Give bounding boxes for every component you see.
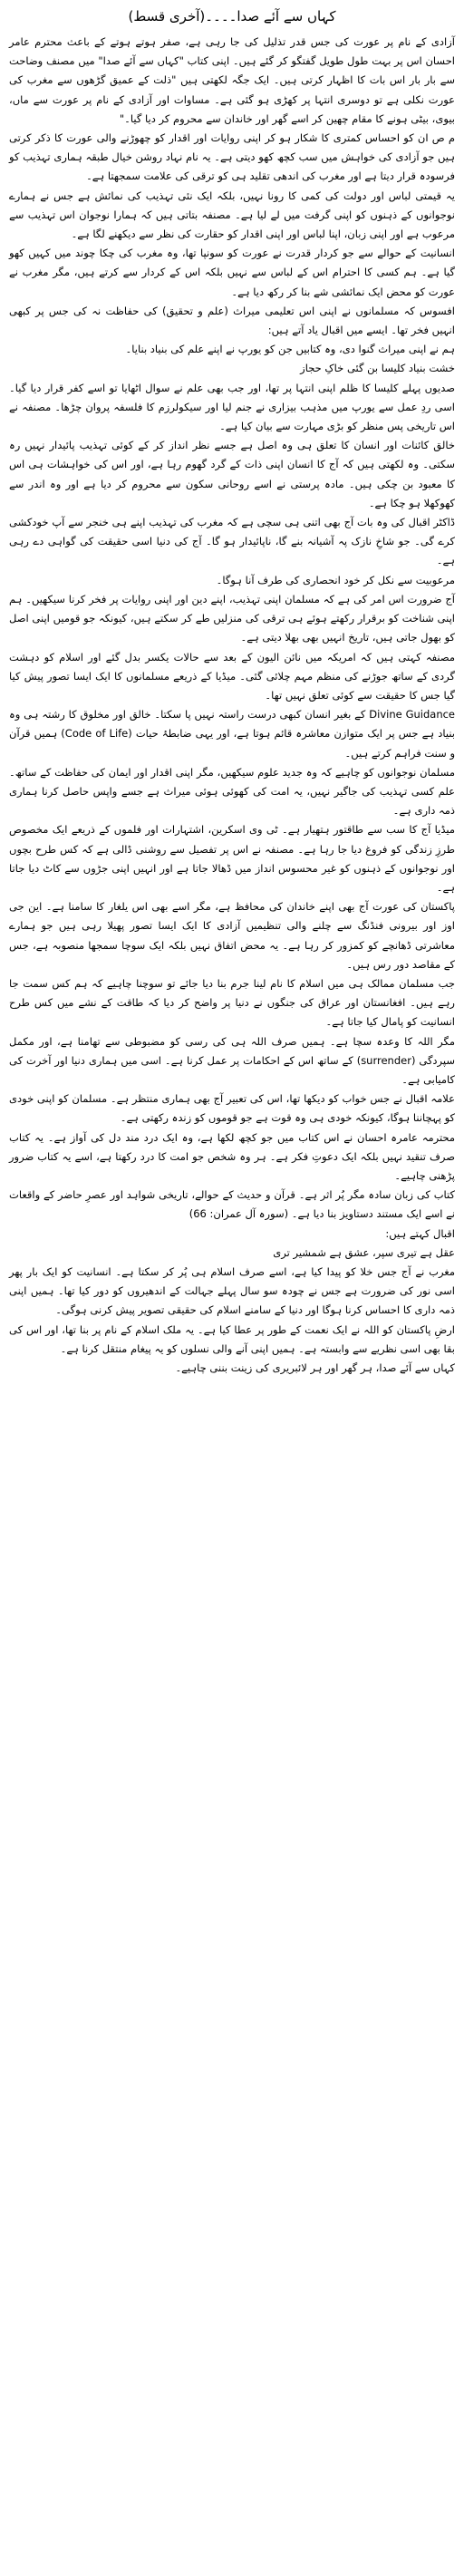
- article-body: [9, 33, 455, 1378]
- verse-line: عقل ہے تیری سپر، عشق ہے شمشیر تری: [273, 1245, 455, 1259]
- article-paragraph: کتاب کی زبان سادہ مگر پُر اثر ہے۔ قرآن و حدیث کے حوالے، تاریخی شواہد اور عصرِ حاضر کے واقعات نے اسے ایک مستند دستاویز بنا دیا ہے۔ (سورہ آل عمران: 66): [9, 1188, 455, 1221]
- article-paragraph: میڈیا آج کا سب سے طاقتور ہتھیار ہے۔ ٹی وی اسکرین، اشتہارات اور فلموں کے ذریعے ایک مخصوص طرزِ زندگی کو فروغ دیا جا رہا ہے۔ مصنفہ نے اس پر تفصیل سے روشنی ڈالی ہے کہ کس طرح بچوں اور نوجوانوں کے ذہنوں کو غیر محسوس انداز میں ڈھالا جاتا ہے اور انہیں اپنی جڑوں سے کاٹ دیا جاتا ہے۔: [9, 823, 455, 894]
- article-title: کہاں سے آئے صدا۔۔۔۔(آخری قسط): [128, 8, 336, 24]
- article-paragraph: آزادی کے نام پر عورت کی جس قدر تذلیل کی جا رہی ہے، صفر ہوتے ہوتے کے باعث محترم عامر احسان اس پر بہت طول طویل گفتگو کر گئے ہیں۔ اپنی کتاب "کہاں سے آئے صدا" میں مصنف وضاحت سے بار بار اس بات کا اظہار کرتی ہیں۔ ایک جگہ لکھتی ہیں "ذلت کے عمیق گڑھوں سے مغرب کی عورت نکلی ہے تو دوسری انتہا پر کھڑی ہو گئی ہے۔ مساوات اور آزادی کے نام پر عورت سے ماں، بیوی، بیٹی ہونے کا مقام چھین کر اسے گھر اور خاندان سے محروم کر دیا گیا۔": [9, 35, 455, 125]
- article-paragraph: یہ قیمتی لباس اور دولت کی کمی کا رونا نہیں، بلکہ ایک نئی تہذیب کی نمائش ہے جس نے ہمارے نوجوانوں کے ذہنوں کو اپنی گرفت میں لے لیا ہے۔ مصنفہ بتاتی ہیں کہ ہمارا نوجوان اس تہذیب سے مرعوب ہے اور اپنی زبان، اپنا لباس اور اپنی اقدار کو حقارت کی نظر سے دیکھنے لگا ہے۔: [9, 189, 455, 241]
- article-paragraph: مگر اللہ کا وعدہ سچا ہے۔ ہمیں صرف اللہ ہی کی رسی کو مضبوطی سے تھامنا ہے، اور مکمل سپردگی (surrender) کے ساتھ اس کے احکامات پر عمل کرنا ہے۔ اسی میں ہماری دنیا اور آخرت کی کامیابی ہے۔: [9, 1034, 455, 1086]
- article-paragraph: مغرب نے آج جس خلا کو پیدا کیا ہے، اسے صرف اسلام ہی پُر کر سکتا ہے۔ انسانیت کو ایک بار پھر اسی نور کی ضرورت ہے جس نے چودہ سو سال پہلے جہالت کے اندھیروں کو دور کیا تھا۔ ہمیں اپنی ذمہ داری کا احساس کرنا ہوگا اور دنیا کے سامنے اسلام کی حقیقی تصویر پیش کرنی ہوگی۔: [9, 1265, 455, 1317]
- article-paragraph: Divine Guidance کے بغیر انسان کبھی درست راستہ نہیں پا سکتا۔ خالق اور مخلوق کا رشتہ ہی وہ بنیاد ہے جس پر ایک متوازن معاشرہ قائم ہوتا ہے، اور یہی ضابطۂ حیات (Code of Life) ہمیں قرآن و سنت فراہم کرتے ہیں۔: [9, 708, 456, 760]
- article-paragraph: آج ضرورت اس امر کی ہے کہ مسلمان اپنی تہذیب، اپنے دین اور اپنی روایات پر فخر کرنا سیکھیں۔ ہم اپنی شناخت کو برقرار رکھتے ہوئے ہی ترقی کی منزلیں طے کر سکتے ہیں، کیونکہ جو قومیں اپنی اصل کو بھول جاتی ہیں، تاریخ انہیں بھی بھلا دیتی ہے۔: [9, 592, 455, 644]
- article-paragraph: افسوس کہ مسلمانوں نے اپنی اس تعلیمی میراث (علم و تحقیق) کی حفاظت نہ کی جس پر کبھی انہیں فخر تھا۔ ایسے میں اقبال یاد آتے ہیں:: [9, 304, 455, 337]
- article-paragraph: خالق کائنات اور انسان کا تعلق ہی وہ اصل ہے جسے نظر انداز کر کے کوئی تہذیب پائیدار نہیں رہ سکتی۔ وہ لکھتی ہیں کہ آج کا انسان اپنی ذات کے گرد گھوم رہا ہے، اور اس کی خواہشات ہی اس کا معبود بن چکی ہیں۔ مادہ پرستی نے اسے روحانی سکون سے محروم کر دیا ہے اور وہ اندر سے کھوکھلا ہو چکا ہے۔: [9, 439, 455, 509]
- verse-line: خشت بنیاد کلیسا بن گئی خاکِ حجاز: [300, 362, 455, 375]
- article-paragraph: ڈاکٹر اقبال کی وہ بات آج بھی اتنی ہی سچی ہے کہ مغرب کی تہذیب اپنے ہی خنجر سے آپ خودکشی کرے گی۔ جو شاخِ نازک پہ آشیانہ بنے گا، ناپائیدار ہو گا۔ آج کی دنیا اسی حقیقت کی گواہی دے رہی ہے۔: [9, 516, 455, 567]
- article-paragraph: ارضِ پاکستان کو اللہ نے ایک نعمت کے طور پر عطا کیا ہے۔ یہ ملک اسلام کے نام پر بنا تھا، اور اس کی بقا بھی اسی نظریے سے وابستہ ہے۔ ہمیں اپنی آنے والی نسلوں کو یہ پیغام منتقل کرنا ہے۔: [9, 1322, 455, 1355]
- article-paragraph: مصنفہ کہتی ہیں کہ امریکہ میں نائن الیون کے بعد سے حالات یکسر بدل گئے اور اسلام کو دہشت گردی کے ساتھ جوڑنے کی منظم مہم چلائی گئی۔ میڈیا کے ذریعے مسلمانوں کا ایک ایسا تصور پیش کیا گیا جس کا حقیقت سے کوئی تعلق نہیں تھا۔: [9, 650, 455, 702]
- article-paragraph: پاکستان کی عورت آج بھی اپنے خاندان کی محافظ ہے، مگر اسے بھی اس یلغار کا سامنا ہے۔ این جی اوز اور بیرونی فنڈنگ سے چلنے والی تنظیمیں آزادی کا ایک ایسا تصور پھیلا رہی ہیں جو ہمارے معاشرتی ڈھانچے کو کمزور کر رہا ہے۔ یہ محض اتفاق نہیں بلکہ ایک سوچا سمجھا منصوبہ ہے، جس کے مقاصد دور رس ہیں۔: [9, 900, 455, 971]
- article-paragraph: جب مسلمان ممالک ہی میں اسلام کا نام لینا جرم بنا دیا جائے تو سوچنا چاہیے کہ ہم کس سمت جا رہے ہیں۔ افغانستان اور عراق کی جنگوں نے دنیا پر واضح کر دیا کہ طاقت کے نشے میں کس طرح انسانیت کو پامال کیا جاتا ہے۔: [9, 976, 455, 1029]
- article-paragraph: مرعوبیت سے نکل کر خود انحصاری کی طرف آنا ہوگا۔: [216, 573, 455, 586]
- article-paragraph: اقبال کہتے ہیں:: [385, 1226, 455, 1240]
- article-paragraph: محترمہ عامرہ احسان نے اس کتاب میں جو کچھ لکھا ہے، وہ ایک درد مند دل کی آواز ہے۔ یہ کتاب صرف تنقید نہیں بلکہ ایک دعوتِ فکر ہے۔ ہر وہ شخص جو امت کا درد رکھتا ہے، اسے یہ کتاب ضرور پڑھنی چاہیے۔: [9, 1130, 455, 1182]
- article-paragraph: علامہ اقبال نے جس خواب کو دیکھا تھا، اس کی تعبیر آج بھی ہماری منتظر ہے۔ مسلمان کو اپنی خودی کو پہچاننا ہوگا، کیونکہ خودی ہی وہ قوت ہے جو قوموں کو زندہ رکھتی ہے۔: [9, 1092, 455, 1125]
- article-paragraph: مسلمان نوجوانوں کو چاہیے کہ وہ جدید علوم سیکھیں، مگر اپنی اقدار اور ایمان کی حفاظت کے ساتھ۔ علم کسی تہذیب کی جاگیر نہیں، یہ امت کی کھوئی ہوئی میراث ہے جسے واپس حاصل کرنا ہماری ذمہ داری ہے۔: [9, 765, 455, 818]
- article-paragraph: انسانیت کے حوالے سے جو کردار قدرت نے عورت کو سونپا تھا، وہ مغرب کی چکا چوند میں کہیں کھو گیا ہے۔ ہم کسی کا احترام اس کے لباس سے نہیں بلکہ اس کے کردار سے کرتے ہیں، مگر مغرب نے عورت کو محض ایک نمائشی شے بنا کر رکھ دیا ہے۔: [9, 247, 455, 298]
- verse-line: ہم نے اپنی میراث گنوا دی، وہ کتابیں جن کو یورپ نے اپنے علم کی بنیاد بنایا۔: [125, 343, 455, 356]
- article-paragraph: صدیوں پہلے کلیسا کا ظلم اپنی انتہا پر تھا، اور جب بھی علم نے سوال اٹھایا تو اسے کفر قرار دیا گیا۔ اسی ردِ عمل سے یورپ میں مذہب بیزاری نے جنم لیا اور سیکولرزم کا فلسفہ پروان چڑھا۔ مصنفہ نے اس تاریخی پس منظر کو بڑی مہارت سے بیان کیا ہے۔: [9, 381, 455, 433]
- article-paragraph: م ص ان کو احساس کمتری کا شکار ہو کر اپنی روایات اور اقدار کو چھوڑنے والی عورت کا ذکر کرتی ہیں جو آزادی کی خواہش میں سب کچھ کھو دیتی ہے۔ یہ نام نہاد روشن خیال طبقہ ہماری تہذیب کو فرسودہ قرار دیتا ہے اور مغرب کی اندھی تقلید ہی کو ترقی کی علامت سمجھتا ہے۔: [9, 131, 455, 183]
- article-paragraph: کہاں سے آئے صدا، ہر گھر اور ہر لائبریری کی زینت بننی چاہیے۔: [175, 1361, 455, 1375]
